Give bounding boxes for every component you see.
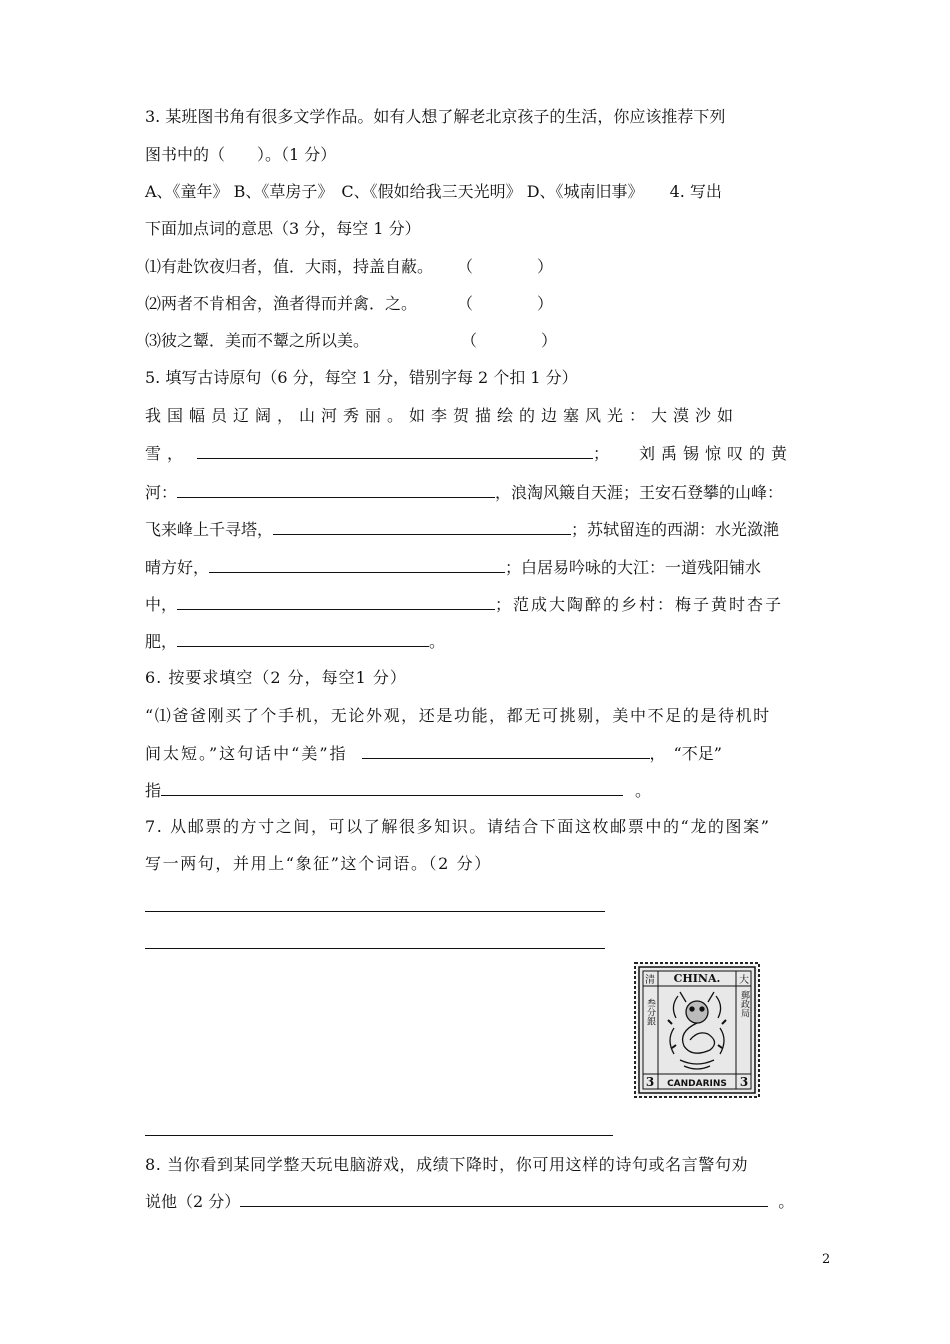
stamp-top-text: CHINA. <box>673 972 721 985</box>
stamp-num-left: 3 <box>645 1075 655 1089</box>
q5-title: 5. 填写古诗原句（6 分，每空 1 分，错别字每 2 个扣 1 分） <box>145 368 578 387</box>
q7-line2: 写一两句，并用上“象征”这个词语。（2 分） <box>145 854 492 873</box>
q3-options: A、《童年》 B、《草房子》 C、《假如给我三天光明》 D、《城南旧事》 <box>145 182 644 201</box>
q3-options-line <box>145 181 722 203</box>
q3-line1: 3. 某班图书角有很多文学作品。如有人想了解老北京孩子的生活，你应该推荐下列 <box>145 107 726 126</box>
blank-line[interactable] <box>197 442 593 459</box>
q4-item-1: ⑴有赴饮夜归者，值．大雨，持盖自蔽。 （ ） <box>145 257 554 276</box>
stamp-num-right: 3 <box>739 1075 749 1089</box>
blank-line[interactable] <box>240 1190 768 1207</box>
q8-line2: 说他（2 分） 。 <box>145 1192 795 1211</box>
q5-line5: 晴方好， ；白居易吟咏的大江：一道残阳铺水 <box>145 558 762 577</box>
q4-line: 下面加点词的意思（3 分，每空 1 分） <box>145 219 421 238</box>
q4-item-3: ⑶彼之颦．美而不颦之所以美。 （ ） <box>145 331 558 350</box>
answer-line-2[interactable] <box>145 948 605 949</box>
q6-line1: “⑴爸爸刚买了个手机，无论外观，还是功能，都无可挑剔，美中不足的是待机时 <box>145 706 771 725</box>
blank-line[interactable] <box>177 593 495 610</box>
q5-line4: 飞来峰上千寻塔， ；苏轼留连的西湖：水光潋滟 <box>145 520 780 539</box>
q8-line1: 8. 当你看到某同学整天玩电脑游戏，成绩下降时，你可用这样的诗句或名言警句劝 <box>145 1155 749 1174</box>
stamp-bottom-text: CANDARINS <box>667 1079 727 1089</box>
blank-line[interactable] <box>209 556 505 573</box>
q7-line1: 7. 从邮票的方寸之间，可以了解很多知识。请结合下面这枚邮票中的“龙的图案” <box>145 817 771 836</box>
answer-paren[interactable]: （ ） <box>457 257 554 276</box>
q5-line3: 河： ，浪淘风簸自天涯；王安石登攀的山峰： <box>145 483 784 502</box>
q3-line2: 图书中的（ ）。（1 分） <box>145 145 337 164</box>
q6-title: 6. 按要求填空（2 分，每空1 分） <box>145 668 407 687</box>
blank-line[interactable] <box>177 481 495 498</box>
stamp-corner-tl: 清 <box>645 975 655 986</box>
answer-paren[interactable]: （ ） <box>457 294 554 313</box>
q4-item-2: ⑵两者不肯相舍，渔者得而并禽．之。 （ ） <box>145 294 554 313</box>
blank-line[interactable] <box>273 518 571 535</box>
answer-line-1[interactable] <box>145 911 605 912</box>
dragon-stamp-image <box>634 962 760 1098</box>
blank-line[interactable] <box>177 630 429 647</box>
q4-start: 4. 写出 <box>669 182 722 201</box>
q5-line1: 我国幅员辽阔，山河秀丽。如李贺描绘的边塞风光：大漠沙如 <box>145 406 740 425</box>
stamp-left-chars: 叁分銀 <box>645 998 655 1026</box>
stamp-corner-tr: 大 <box>739 975 749 986</box>
answer-paren[interactable]: （ ） <box>461 331 558 350</box>
q6-line2: 间太短。”这句话中“美”指 ， “不足” <box>145 744 722 763</box>
blank-line[interactable] <box>362 742 650 759</box>
q5-line6: 中， ；范成大陶醉的乡村：梅子黄时杏子 <box>145 595 784 614</box>
page-number: 2 <box>822 1252 831 1267</box>
answer-line-3[interactable] <box>145 1135 613 1136</box>
q6-line3: 指 。 <box>145 781 652 800</box>
q5-line2: 雪， ； 刘禹锡惊叹的黄 <box>145 444 794 463</box>
q5-line7: 肥， 。 <box>145 632 446 651</box>
stamp-right-chars: 郵政局 <box>739 990 749 1018</box>
blank-line[interactable] <box>161 779 623 796</box>
